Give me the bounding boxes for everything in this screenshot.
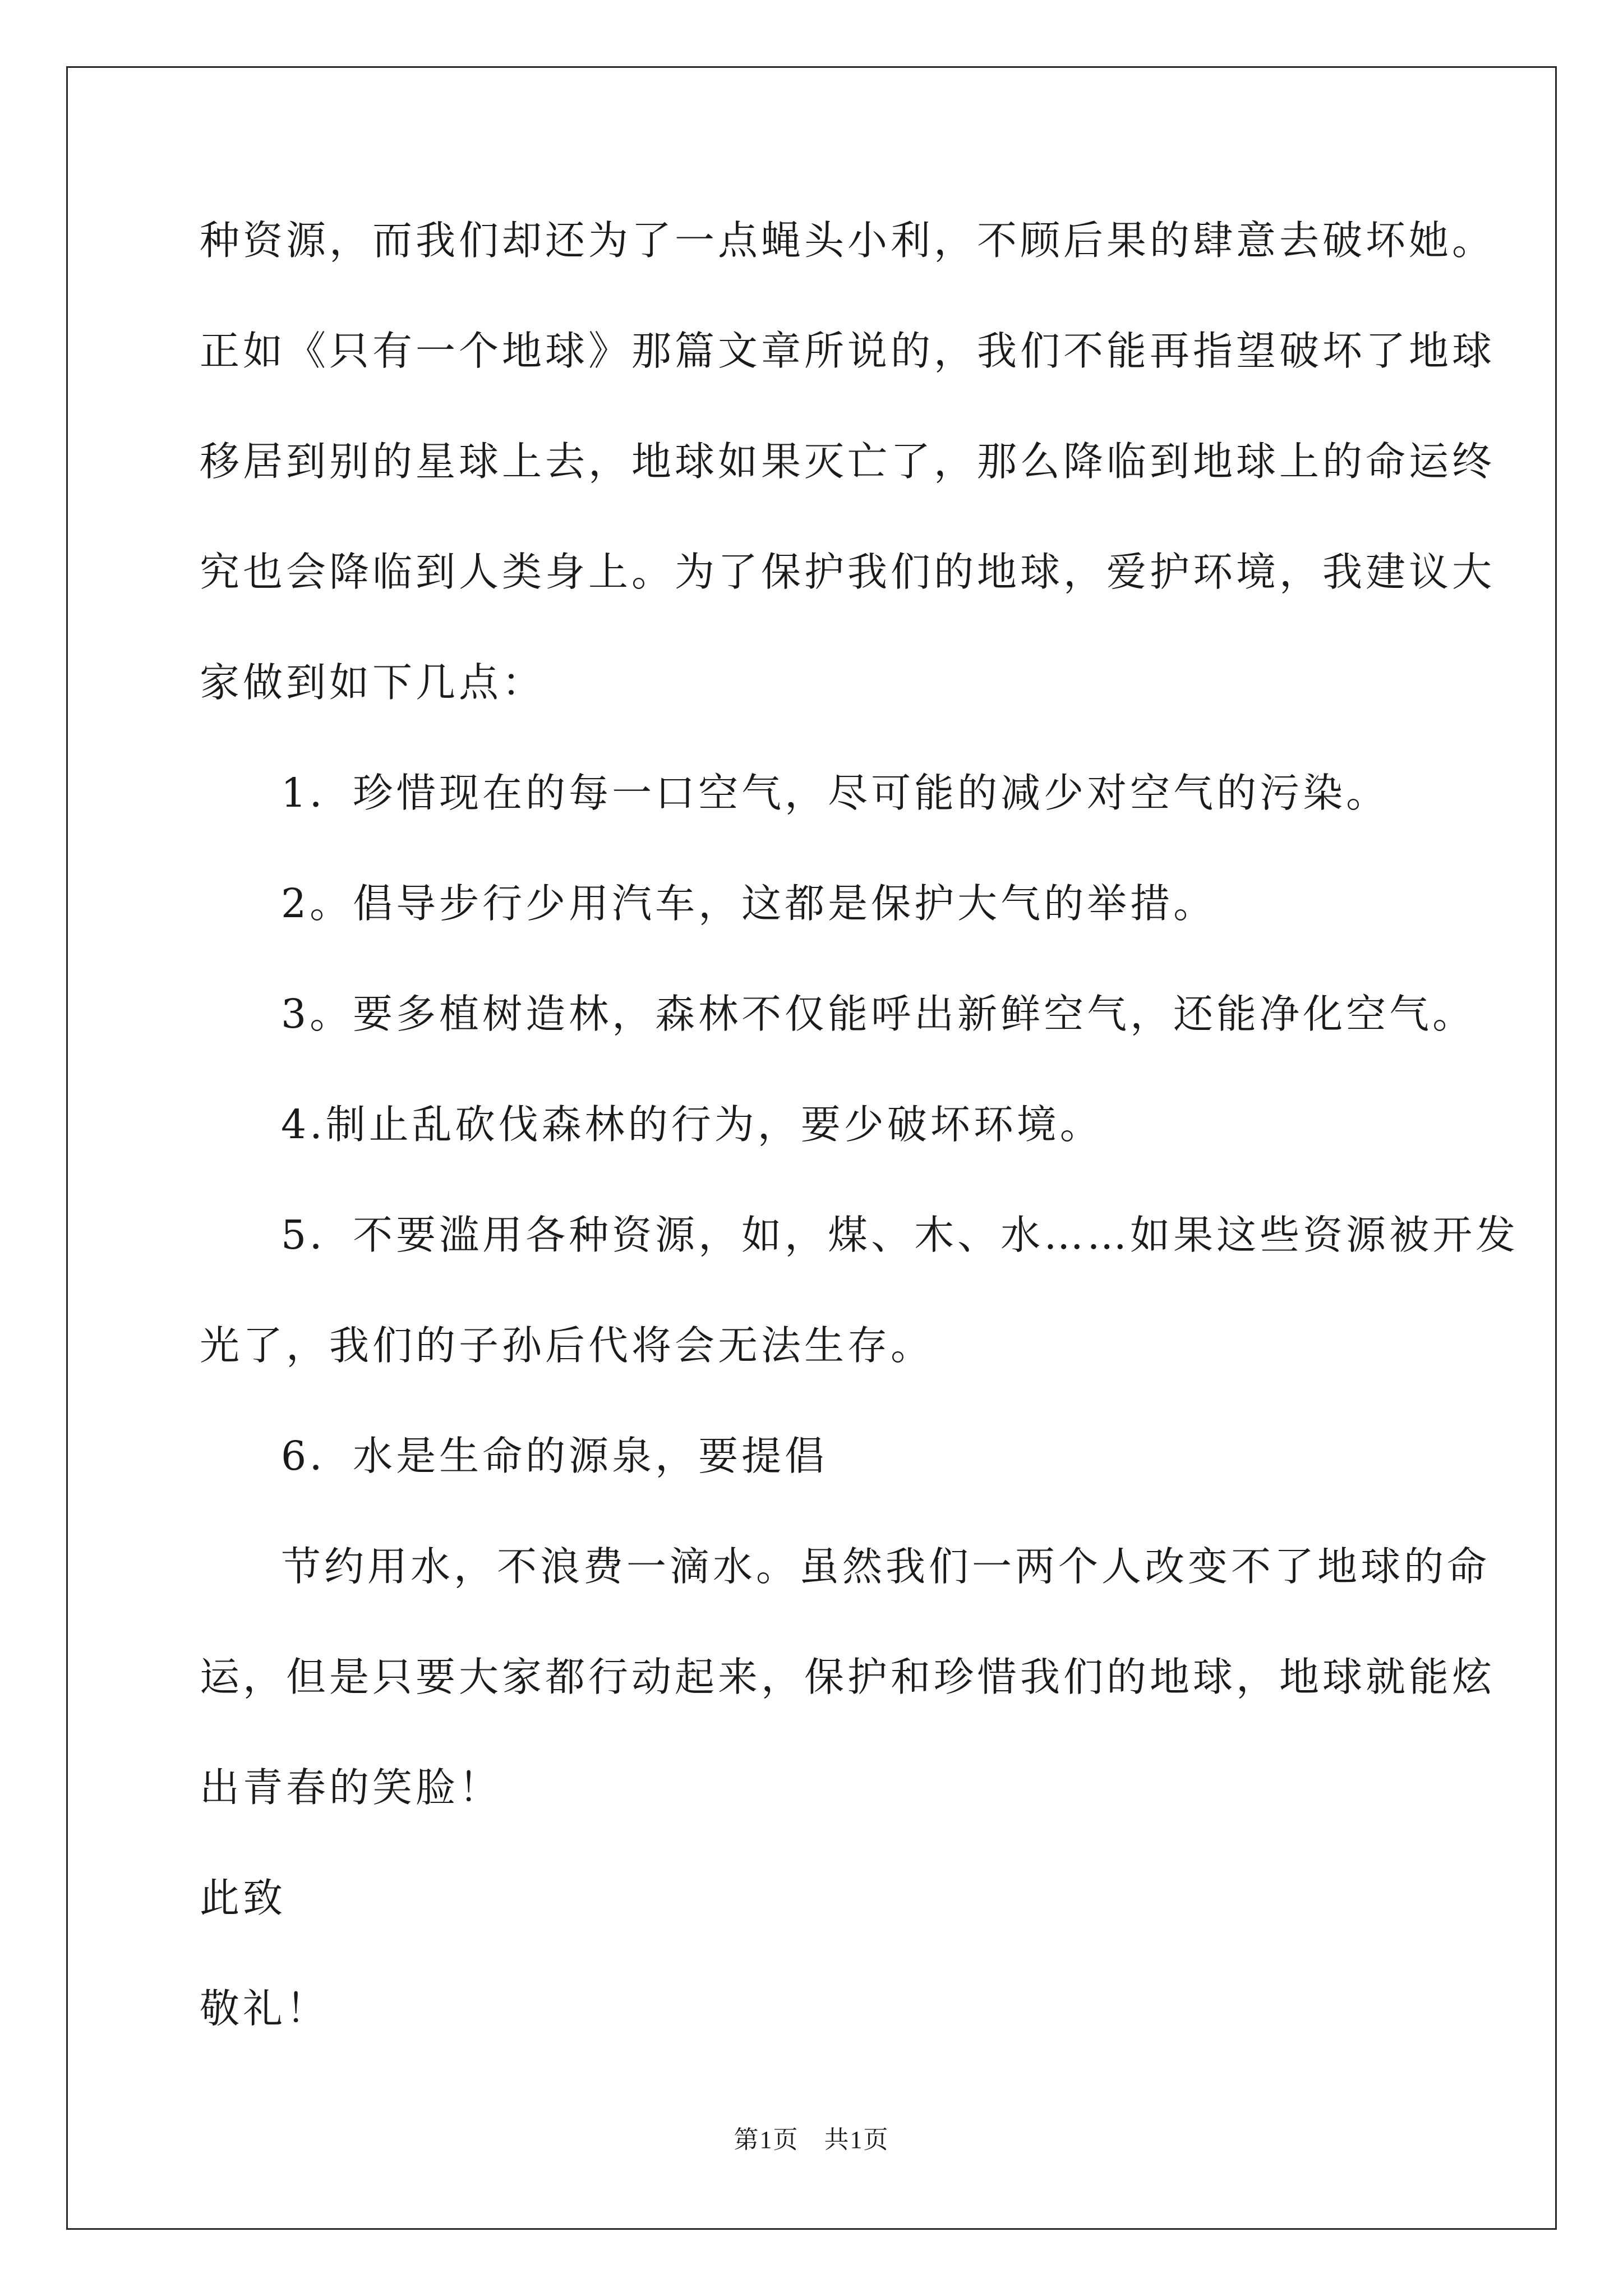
list-item-5: 5．不要滥用各种资源，如，煤、木、水……如果这些资源被开发: [281, 1212, 1519, 1258]
body-line: 移居到别的星球上去，地球如果灭亡了，那么降临到地球上的命运终: [200, 438, 1496, 485]
list-item-3: 3。要多植树造林，森林不仅能呼出新鲜空气，还能净化空气。: [281, 991, 1476, 1037]
page-number: 第1页: [734, 2126, 799, 2154]
body-line: 节约用水，不浪费一滴水。虽然我们一两个人改变不了地球的命: [281, 1543, 1491, 1590]
list-item-1: 1．珍惜现在的每一口空气，尽可能的减少对空气的污染。: [281, 770, 1390, 816]
body-line: 出青春的笑脸！: [200, 1764, 502, 1811]
closing-regards: 敬礼！: [200, 1985, 330, 2032]
list-item-4: 4.制止乱砍伐森林的行为，要少破坏环境。: [281, 1101, 1103, 1148]
closing-salutation: 此致: [200, 1875, 287, 1921]
body-line: 运，但是只要大家都行动起来，保护和珍惜我们的地球，地球就能炫: [200, 1654, 1496, 1700]
list-item-6: 6．水是生命的源泉，要提倡: [281, 1433, 828, 1479]
page-border: [66, 66, 1557, 2230]
list-item-2: 2。倡导步行少用汽车，这都是保护大气的举措。: [281, 880, 1217, 927]
body-line: 种资源，而我们却还为了一点蝇头小利，不顾后果的肆意去破坏她。: [200, 217, 1496, 264]
page-total: 共1页: [824, 2126, 889, 2154]
body-line: 究也会降临到人类身上。为了保护我们的地球，爱护环境，我建议大: [200, 549, 1496, 595]
body-line: 正如《只有一个地球》那篇文章所说的，我们不能再指望破坏了地球: [200, 328, 1496, 374]
body-line: 家做到如下几点：: [200, 659, 546, 706]
body-line: 光了，我们的子孙后代将会无法生存。: [200, 1322, 934, 1369]
page-footer: [0, 2119, 1623, 2155]
